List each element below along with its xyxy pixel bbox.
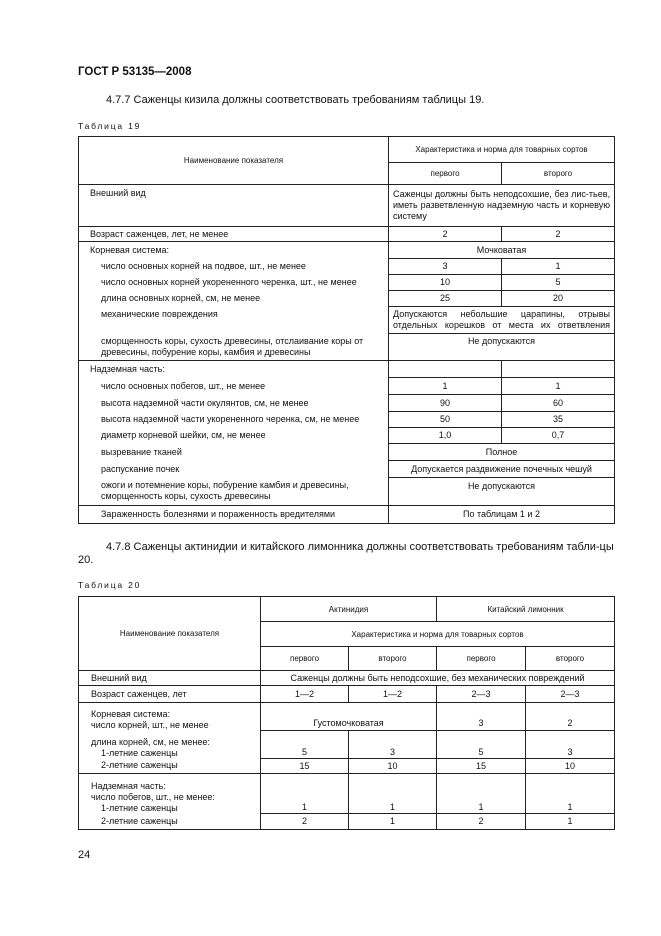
t20-value: 2—3 [526,686,615,703]
t20-value: 1 [526,814,615,830]
table-row [79,275,615,291]
t19-row-second: 5 [502,275,615,291]
t20-value: 5 [437,731,526,759]
t20-value: 2 [261,814,349,830]
t20-header-name: Наименование показателя [79,597,261,671]
table-row [79,242,615,259]
t19-row-name: Надземная часть: [79,361,389,378]
t19-row-first [389,361,502,378]
t19-row-first: 90 [389,395,502,412]
t19-row-name: высота надземной части укорененного черенка, см, не менее [79,412,389,428]
t19-row-second [502,361,615,378]
table-row [79,759,615,774]
table-row [79,395,615,412]
t20-above-label: Надземная часть: [91,780,166,791]
t19-row-name: вызревание тканей [79,444,389,461]
t20-length-label: длина корней, см, не менее: [91,736,210,747]
t20-row-value: Саженцы должны быть неподсохшие, без механических повреждений [261,671,615,686]
clause-4-7-7: 4.7.7 Саженцы кизила должны соответствовать требованиям таблицы 19. [106,94,485,106]
t19-row-name: число основных побегов, шт., не менее [79,378,389,395]
t20-value: 15 [261,759,349,774]
t20-header-first: первого [261,647,349,671]
table-19-caption: Таблица 19 [78,121,142,131]
t20-header-second: второго [526,647,615,671]
t19-row-value: По таблицам 1 и 2 [389,506,615,524]
t20-header-schisandra: Китайский лимонник [437,597,615,622]
t19-row-name: сморщенность коры, сухость древесины, отслаивание коры от древесины, побурение коры, камбия и древесины [79,334,389,361]
t19-row-name: Зараженность болезнями и пораженность вредителями [79,506,389,524]
table-row [79,185,615,227]
t20-value: 2 [526,703,615,731]
clause-4-7-8: 4.7.8 Саженцы актинидии и китайского лимонника должны соответствовать требованиям табли-цы 20. [78,541,614,566]
t20-row-name [79,774,261,814]
t19-row-value: Допускается раздвижение почечных чешуй [389,461,615,478]
table-row [79,731,615,759]
table-row [79,428,615,444]
t20-value: 1—2 [261,686,349,703]
t19-header-name: Наименование показателя [79,137,389,185]
t19-row-value: Мочковатая [389,242,615,259]
t19-row-first: 1,0 [389,428,502,444]
t20-value: 1 [349,774,437,814]
t20-length-1y-label: 1-летние саженцы [101,747,178,758]
table-19 [78,136,615,524]
table-row [79,686,615,703]
t20-header-first: первого [437,647,526,671]
t19-header-group: Характеристика и норма для товарных сортов [389,137,615,163]
table-row [79,291,615,307]
t19-row-second: 35 [502,412,615,428]
t19-row-name: число основных корней укорененного черенка, шт., не менее [79,275,389,291]
t19-row-second: 2 [502,227,615,242]
t20-shoots-1y-label: 1-летние саженцы [101,802,178,813]
t20-row-name: 2-летние саженцы [79,814,261,830]
t20-value: Густомочковатая [261,703,437,731]
t19-row-value: Полное [389,444,615,461]
t20-value: 2—3 [437,686,526,703]
t19-row-name: высота надземной части окулянтов, см, не менее [79,395,389,412]
t20-value: 1 [261,774,349,814]
table-row [79,307,615,334]
t19-row-name: диаметр корневой шейки, см, не менее [79,428,389,444]
t19-row-second: 20 [502,291,615,307]
table-row [79,227,615,242]
t19-row-name: ожоги и потемнение коры, побурение камбия и древесины, сморщенность коры, сухость древесины [79,478,389,506]
t20-row-name: Внешний вид [79,671,261,686]
t19-header-second: второго [502,163,615,185]
t20-row-name [79,731,261,759]
t20-value: 10 [349,759,437,774]
t20-value: 2 [437,814,526,830]
t19-row-first: 1 [389,378,502,395]
t20-value: 5 [261,731,349,759]
t19-row-name: Корневая система: [79,242,389,259]
t19-row-name: Возраст саженцев, лет, не менее [79,227,389,242]
standard-code: ГОСТ Р 53135—2008 [78,66,192,78]
table-row [79,774,615,814]
t19-row-first: 2 [389,227,502,242]
table-row [79,703,615,731]
t19-row-name: распускание почек [79,461,389,478]
t20-row-name: 2-летние саженцы [79,759,261,774]
t19-row-first: 25 [389,291,502,307]
t20-value: 1 [349,814,437,830]
table-row [79,412,615,428]
page-number: 24 [78,849,91,861]
table-20 [78,596,615,830]
t19-header-first: первого [389,163,502,185]
t20-row-name: Возраст саженцев, лет [79,686,261,703]
t20-header-second: второго [349,647,437,671]
table-row [79,378,615,395]
t20-root-count-label: число корней, шт., не менее [91,719,209,730]
t19-row-value: Допускаются небольшие царапины, отрывы отдельных корешков от места их ответвления [389,307,615,334]
t20-value: 1—2 [349,686,437,703]
t20-header-actinidia: Актинидия [261,597,437,622]
table-20-caption: Таблица 20 [78,580,142,590]
t20-value: 1 [526,774,615,814]
t20-header-group: Характеристика и норма для товарных сортов [261,622,615,647]
t20-row-name [79,703,261,731]
t20-value: 15 [437,759,526,774]
table-row [79,478,615,506]
t20-root-label: Корневая система: [91,708,171,719]
t19-row-second: 1 [502,259,615,275]
table-row [79,444,615,461]
table-row [79,461,615,478]
t20-value: 3 [526,731,615,759]
t19-row-value: Саженцы должны быть неподсохшие, без лис-тьев, иметь разветвленную надземную часть и корневую систему [389,185,615,227]
t20-shoots-label: число побегов, шт., не менее: [91,791,215,802]
table-row [79,814,615,830]
t20-value: 3 [349,731,437,759]
t19-row-first: 3 [389,259,502,275]
t20-value: 3 [437,703,526,731]
t20-value: 10 [526,759,615,774]
table-row [79,259,615,275]
table-row [79,361,615,378]
t19-row-name: механические повреждения [79,307,389,334]
t20-value: 1 [437,774,526,814]
table-row [79,671,615,686]
t19-row-first: 10 [389,275,502,291]
table-row [79,334,615,361]
t19-row-value: Не допускаются [389,334,615,361]
t19-row-value: Не допускаются [389,478,615,506]
t19-row-second: 60 [502,395,615,412]
t19-row-second: 0,7 [502,428,615,444]
t19-row-name: число основных корней на подвое, шт., не менее [79,259,389,275]
t19-row-name: Внешний вид [79,185,389,227]
t19-row-second: 1 [502,378,615,395]
table-row [79,506,615,524]
t19-row-first: 50 [389,412,502,428]
t19-row-name: длина основных корней, см, не менее [79,291,389,307]
